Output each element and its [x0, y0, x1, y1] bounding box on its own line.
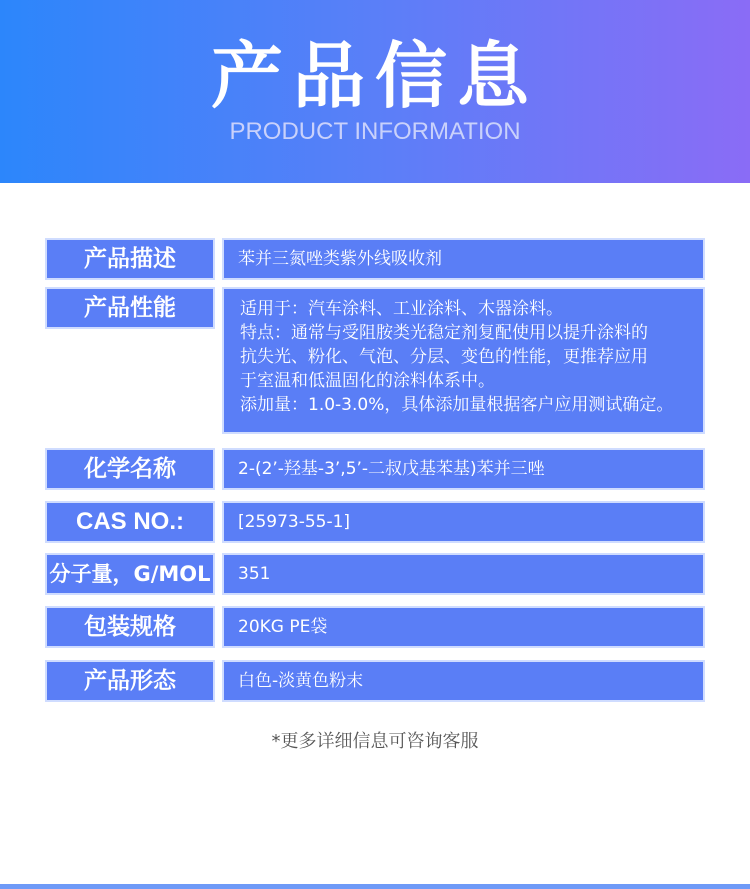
- performance-line: 于室温和低温固化的涂料体系中。: [240, 371, 495, 391]
- row-label: 产品描述: [47, 240, 213, 278]
- row-value: 20KG PE袋: [224, 608, 703, 646]
- row-label: 化学名称: [47, 450, 213, 488]
- row-label: 产品性能: [47, 289, 213, 327]
- performance-line: 添加量：1.0-3.0%，具体添加量根据客户应用测试确定。: [240, 395, 674, 415]
- row-label: 分子量，G/MOL: [47, 555, 213, 593]
- page-title: 产品信息: [210, 34, 539, 118]
- footer-note: *更多详细信息可咨询客服: [271, 731, 479, 752]
- row-label: 包装规格: [47, 608, 213, 646]
- row-value: 苯并三氮唑类紫外线吸收剂: [224, 240, 703, 278]
- bottom-divider: [0, 884, 750, 889]
- row-label: 产品形态: [47, 662, 213, 700]
- row-value: [25973-55-1]: [224, 503, 703, 541]
- page-subtitle: PRODUCT INFORMATION: [229, 118, 521, 145]
- row-value: 2-(2’-羟基-3’,5’-二叔戊基苯基)苯并三唑: [224, 450, 703, 488]
- performance-line: 抗失光、粉化、气泡、分层、变色的性能，更推荐应用: [240, 347, 648, 367]
- header-banner: [0, 0, 750, 183]
- row-value: 351: [224, 555, 703, 593]
- row-value-multiline: [224, 289, 703, 432]
- row-value: 白色-淡黄色粉末: [224, 662, 703, 700]
- row-label: CAS NO.:: [47, 503, 213, 541]
- performance-line: 适用于：汽车涂料、工业涂料、木器涂料。: [240, 299, 563, 319]
- performance-line: 特点：通常与受阻胺类光稳定剂复配使用以提升涂料的: [240, 323, 648, 343]
